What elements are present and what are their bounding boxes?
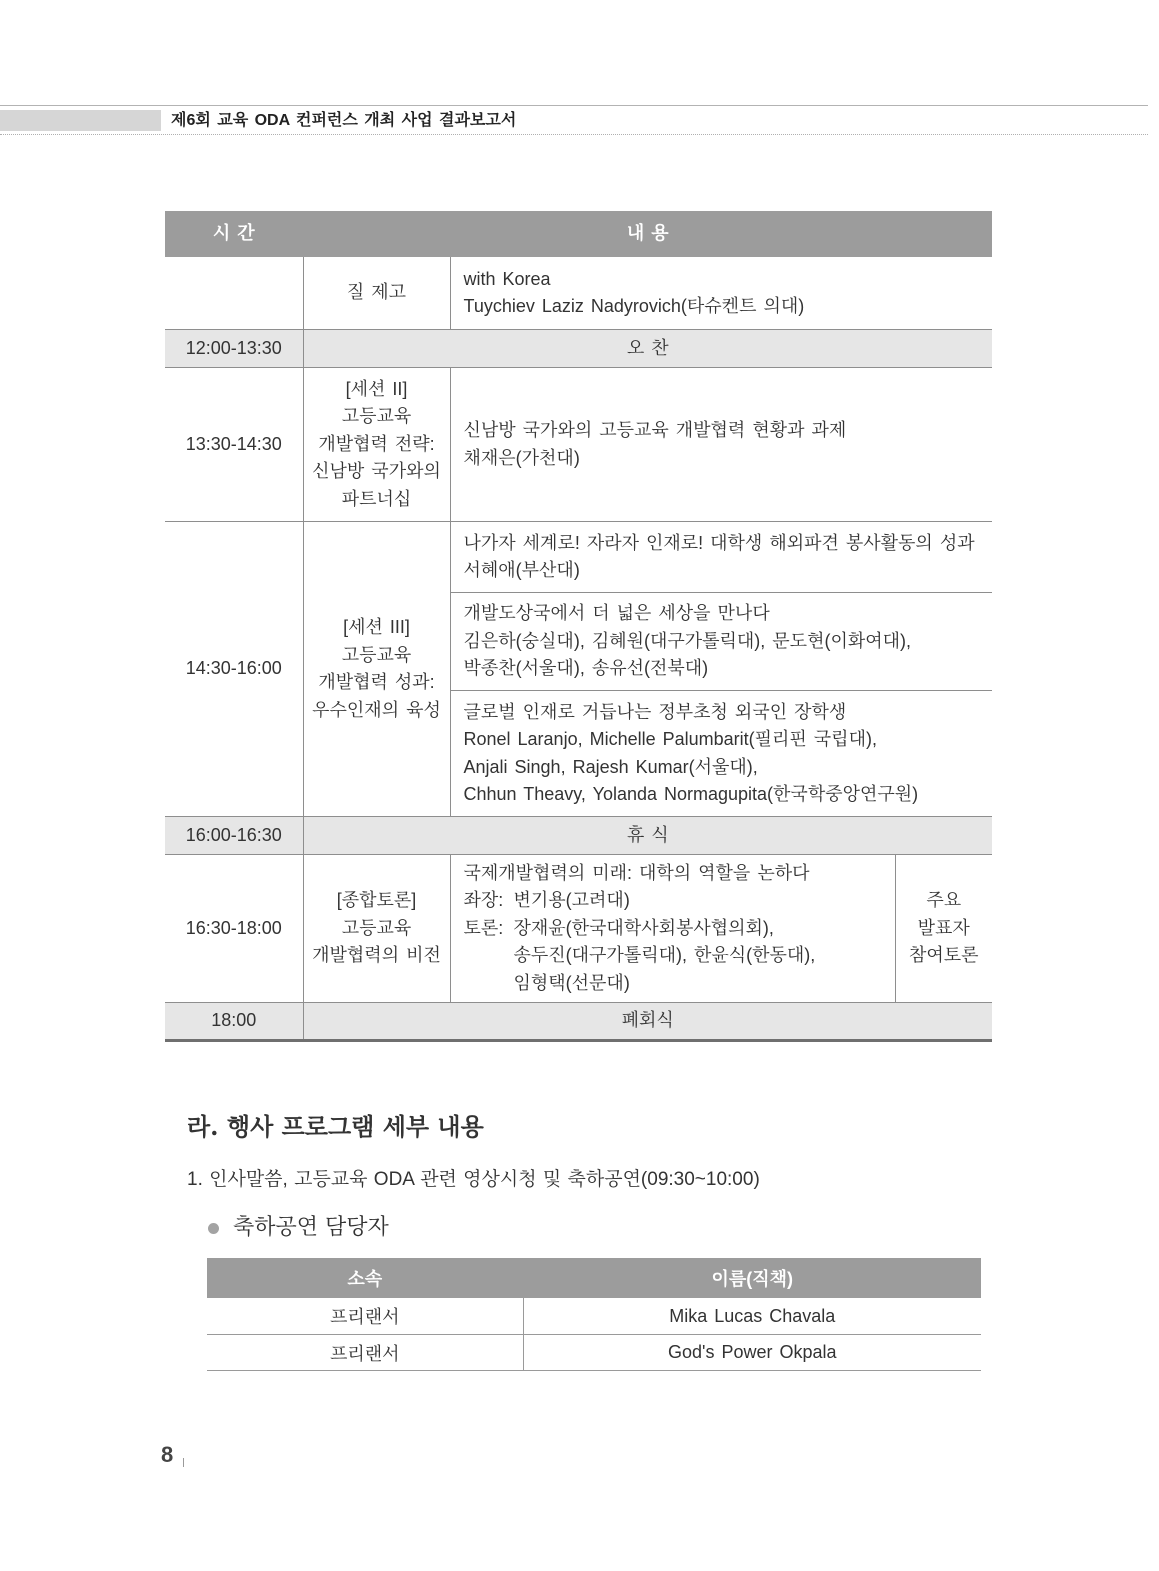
discussant-names: 임형택(선문대) xyxy=(513,972,630,993)
session-line: [종합토론] xyxy=(336,890,417,911)
content-cell xyxy=(450,691,992,817)
table-row xyxy=(165,368,992,522)
speaker-line: Chhun Theavy, Yolanda Normagupita(한국학중앙연구원) xyxy=(463,784,919,804)
note-cell xyxy=(895,855,992,1003)
performers-header-row xyxy=(207,1259,981,1298)
speaker-line: 채재은(가천대) xyxy=(463,447,580,468)
table-row-band xyxy=(165,1003,992,1041)
page-number-divider xyxy=(183,1458,184,1467)
affiliation-cell: 프리랜서 xyxy=(207,1298,523,1335)
section-item: 1. 인사말씀, 고등교육 ODA 관련 영상시청 및 축하공연(09:30~10:00) xyxy=(187,1169,760,1190)
content-column-header: 내 용 xyxy=(303,212,992,257)
time-cell: 13:30-14:30 xyxy=(165,368,303,522)
session-cell xyxy=(303,257,450,330)
session-line: [세션 II] xyxy=(345,378,408,399)
time-cell: 16:00-16:30 xyxy=(165,817,303,855)
note-line: 발표자 xyxy=(917,917,970,938)
content-cell xyxy=(450,368,992,522)
session-cell xyxy=(303,855,450,1003)
session-line: 질 제고 xyxy=(346,282,407,303)
discussant-names: 장재윤(한국대학사회봉사협의회), xyxy=(513,917,774,938)
schedule-header-row xyxy=(165,212,992,257)
discussant-names: 송두진(대구가톨릭대), 한윤식(한동대), xyxy=(513,945,816,966)
name-column-header: 이름(직책) xyxy=(523,1259,981,1298)
table-row xyxy=(165,855,992,1003)
talk-title: 개발도상국에서 더 넓은 세상을 만나다 xyxy=(463,603,770,624)
section-heading: 라. 행사 프로그램 세부 내용 xyxy=(187,1112,484,1141)
session-line: 개발협력의 비전 xyxy=(312,945,441,966)
header-tab xyxy=(0,110,161,131)
header-rule xyxy=(0,105,1148,106)
note-line: 참여토론 xyxy=(908,945,979,966)
session-line: 고등교육 xyxy=(341,644,412,665)
time-cell: 12:00-13:30 xyxy=(165,330,303,368)
section-subheading: 축하공연 담당자 xyxy=(233,1215,389,1240)
speaker-line: Tuychiev Laziz Nadyrovich(타슈켄트 의대) xyxy=(463,296,805,316)
time-cell xyxy=(165,257,303,330)
session-line: 우수인재의 육성 xyxy=(312,699,441,720)
name-cell: Mika Lucas Chavala xyxy=(523,1298,981,1335)
table-row-band xyxy=(165,817,992,855)
band-label-cell: 폐회식 xyxy=(303,1003,992,1041)
performers-table xyxy=(207,1258,981,1371)
affiliation-cell: 프리랜서 xyxy=(207,1335,523,1371)
discussant-label: 토론: xyxy=(463,917,504,938)
table-row xyxy=(207,1298,981,1335)
discussant-line xyxy=(464,970,895,998)
name-cell: God's Power Okpala xyxy=(523,1335,981,1371)
session-line: 고등교육 xyxy=(341,917,412,938)
speaker-line: 박종찬(서울대), 송유선(전북대) xyxy=(463,658,709,679)
bullet-icon xyxy=(208,1223,219,1234)
moderator-line xyxy=(464,887,895,915)
speaker-line: 김은하(숭실대), 김혜원(대구가톨릭대), 문도현(이화여대), xyxy=(463,630,912,651)
affiliation-column-header: 소속 xyxy=(207,1259,523,1298)
page-number: 8 xyxy=(161,1442,174,1467)
discussant-line xyxy=(464,915,895,943)
talk-title: 글로벌 인재로 거듭나는 정부초청 외국인 장학생 xyxy=(463,701,847,722)
header-dotted-rule xyxy=(0,134,1148,135)
talk-title: 국제개발협력의 미래: 대학의 역할을 논하다 xyxy=(463,862,810,883)
running-header-title: 제6회 교육 ODA 컨퍼런스 개최 사업 결과보고서 xyxy=(171,112,517,129)
moderator-label: 좌장: xyxy=(463,890,504,911)
table-row xyxy=(207,1335,981,1371)
session-line: 파트너십 xyxy=(341,488,412,509)
schedule-table xyxy=(165,211,992,1042)
content-cell xyxy=(450,522,992,593)
session-cell xyxy=(303,368,450,522)
band-label-cell: 오 찬 xyxy=(303,330,992,368)
time-cell: 18:00 xyxy=(165,1003,303,1041)
discussant-line xyxy=(464,942,895,970)
content-line: with Korea xyxy=(463,268,551,289)
note-line: 주요 xyxy=(926,890,962,911)
content-cell xyxy=(450,257,992,330)
session-cell xyxy=(303,522,450,817)
table-row xyxy=(165,257,992,330)
session-line: 고등교육 xyxy=(341,406,412,427)
content-cell xyxy=(450,855,895,1003)
table-row-band xyxy=(165,330,992,368)
speaker-line: 서혜애(부산대) xyxy=(463,560,580,580)
session-line: [세션 III] xyxy=(343,617,410,637)
talk-title: 신남방 국가와의 고등교육 개발협력 현황과 과제 xyxy=(463,420,847,440)
talk-title: 나가자 세계로! 자라자 인재로! 대학생 해외파견 봉사활동의 성과 xyxy=(463,532,975,553)
speaker-line: Ronel Laranjo, Michelle Palumbarit(필리핀 국립대), xyxy=(463,729,877,749)
speaker-line: Anjali Singh, Rajesh Kumar(서울대), xyxy=(463,756,758,777)
session-line: 개발협력 전략: xyxy=(318,433,435,454)
table-row xyxy=(165,522,992,593)
session-line: 개발협력 성과: xyxy=(318,672,435,692)
time-cell: 16:30-18:00 xyxy=(165,855,303,1003)
band-label-cell: 휴 식 xyxy=(303,817,992,855)
moderator-name: 변기용(고려대) xyxy=(513,890,630,911)
content-cell xyxy=(450,593,992,691)
time-column-header: 시 간 xyxy=(165,212,303,257)
time-cell: 14:30-16:00 xyxy=(165,522,303,817)
session-line: 신남방 국가와의 xyxy=(312,461,441,482)
